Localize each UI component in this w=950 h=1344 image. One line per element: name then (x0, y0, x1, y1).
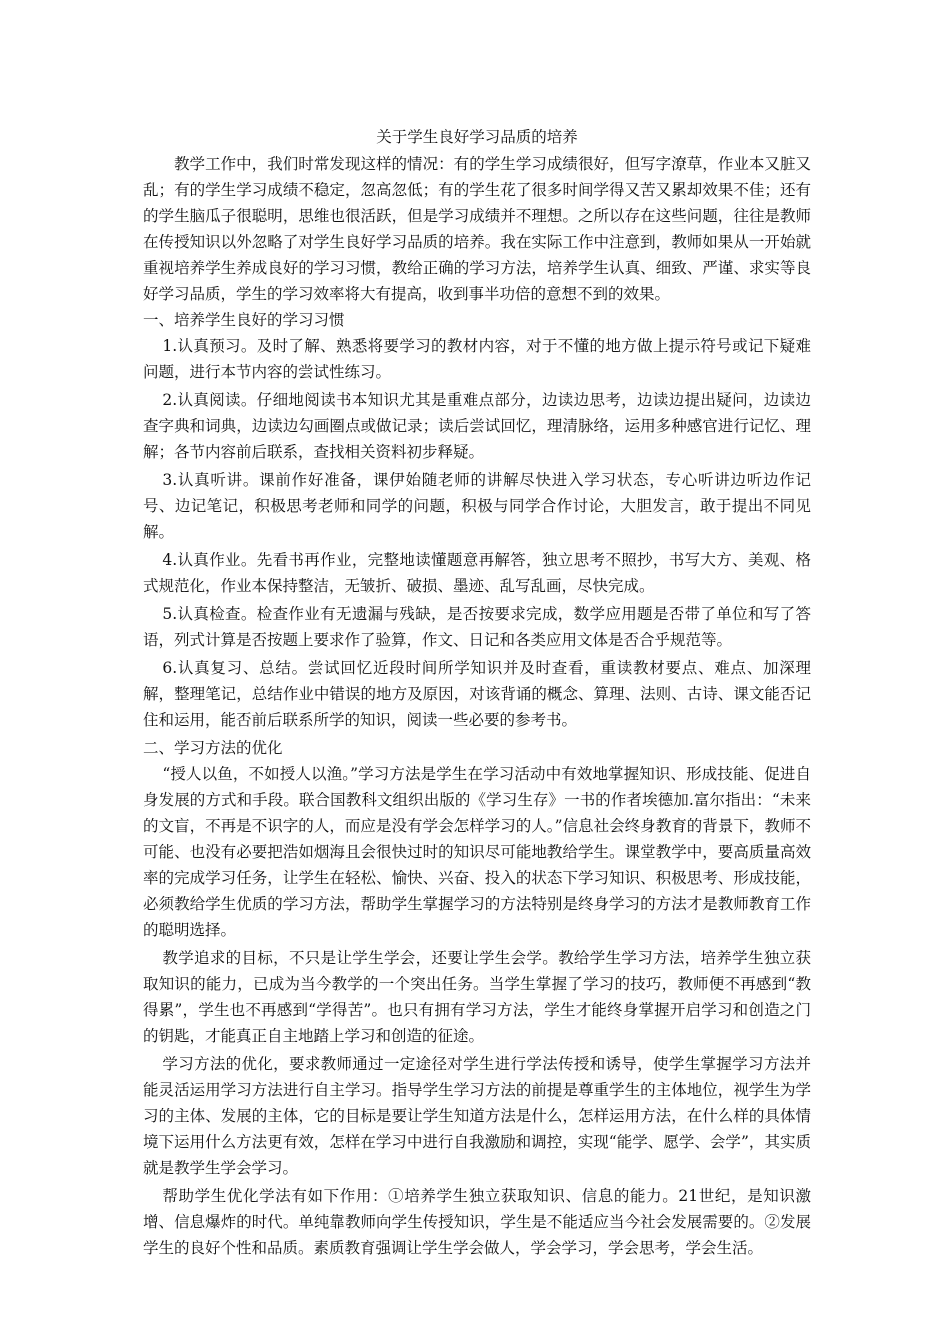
document-page (143, 124, 811, 1263)
habit-item-checking: 5.认真检查。检查作业有无遗漏与残缺，是否按要求完成，数学应用题是否带了单位和写了答语，列式计算是否按题上要求作了验算，作文、日记和各类应用文体是否合乎规范等。 (143, 605, 811, 649)
habit-item-reading: 2.认真阅读。仔细地阅读书本知识尤其是重难点部分，边读边思考，边读边提出疑问，边读边查字典和词典，边读边勾画圈点或做记录；读后尝试回忆，理清脉络，运用多种感官进行记忆、理解；各节内容前后联系，查找相关资料初步释疑。 (143, 391, 811, 461)
intro-paragraph: 教学工作中，我们时常发现这样的情况：有的学生学习成绩很好，但写字潦草，作业本又脏又乱；有的学生学习成绩不稳定，忽高忽低；有的学生花了很多时间学得又苦又累却效果不佳；还有的学生脑瓜子很聪明，思维也很活跃，但是学习成绩并不理想。之所以存在这些问题，往往是教师在传授知识以外忽略了对学生良好学习品质的培养。我在实际工作中注意到，教师如果从一开始就重视培养学生养成良好的学习习惯，教给正确的学习方法，培养学生认真、细致、严谨、求实等良好学习品质，学生的学习效率将大有提高，收到事半功倍的意想不到的效果。 (143, 155, 811, 303)
habit-item-preview: 1.认真预习。及时了解、熟悉将要学习的教材内容，对于不懂的地方做上提示符号或记下疑难问题，进行本节内容的尝试性练习。 (143, 337, 811, 381)
document-title: 关于学生良好学习品质的培养 (376, 128, 578, 146)
methods-paragraph: “授人以鱼，不如授人以渔。”学习方法是学生在学习活动中有效地掌握知识、形成技能、促进自身发展的方式和手段。联合国教科文组织出版的《学习生存》一书的作者埃德加.富尔指出：“未来的文盲，不再是不识字的人，而应是没有学会怎样学习的人。”信息社会终身教育的背景下，教师不可能、也没有必要把浩如烟海且会很快过时的知识尽可能地教给学生。课堂教学中，要高质量高效率的完成学习任务，让学生在轻松、愉快、兴奋、投入的状态下学习知识、积极思考、形成技能，必须教给学生优质的学习方法，帮助学生掌握学习的方法特别是终身学习的方法才是教师教育工作的聪明选择。 (143, 765, 811, 939)
habit-item-review: 6.认真复习、总结。尝试回忆近段时间所学知识并及时查看，重读教材要点、难点、加深理解，整理笔记，总结作业中错误的地方及原因，对该背诵的概念、算理、法则、古诗、课文能否记住和运用，能否前后联系所学的知识，阅读一些必要的参考书。 (143, 659, 811, 729)
habit-item-listening: 3.认真听讲。课前作好准备，课伊始随老师的讲解尽快进入学习状态，专心听讲边听边作记号、边记笔记，积极思考老师和同学的问题，积极与同学合作讨论，大胆发言，敢于提出不同见解。 (143, 471, 811, 541)
methods-paragraph: 学习方法的优化，要求教师通过一定途径对学生进行学法传授和诱导，使学生掌握学习方法并能灵活运用学习方法进行自主学习。指导学生学习方法的前提是尊重学生的主体地位，视学生为学习的主体、发展的主体，它的目标是要让学生知道方法是什么，怎样运用方法，在什么样的具体情境下运用什么方法更有效，怎样在学习中进行自我激励和调控，实现“能学、愿学、会学”，其实质就是教学生学会学习。 (143, 1055, 811, 1177)
habit-item-homework: 4.认真作业。先看书再作业，完整地读懂题意再解答，独立思考不照抄，书写大方、美观、格式规范化，作业本保持整洁，无皱折、破损、墨迹、乱写乱画，尽快完成。 (143, 551, 811, 595)
section-heading-methods: 二、学习方法的优化 (143, 739, 283, 757)
methods-paragraph: 教学追求的目标，不只是让学生学会，还要让学生会学。教给学生学习方法，培养学生独立获取知识的能力，已成为当今教学的一个突出任务。当学生掌握了学习的技巧，教师便不再感到“教得累”，学生也不再感到“学得苦”。也只有拥有学习方法，学生才能终身掌握开启学习和创造之门的钥匙，才能真正自主地踏上学习和创造的征途。 (143, 949, 811, 1045)
methods-paragraph: 帮助学生优化学法有如下作用：①培养学生独立获取知识、信息的能力。21世纪，是知识激增、信息爆炸的时代。单纯靠教师向学生传授知识，学生是不能适应当今社会发展需要的。②发展学生的良好个性和品质。素质教育强调让学生学会做人，学会学习，学会思考，学会生活。 (143, 1187, 811, 1257)
section-heading-habits: 一、培养学生良好的学习习惯 (143, 311, 345, 329)
